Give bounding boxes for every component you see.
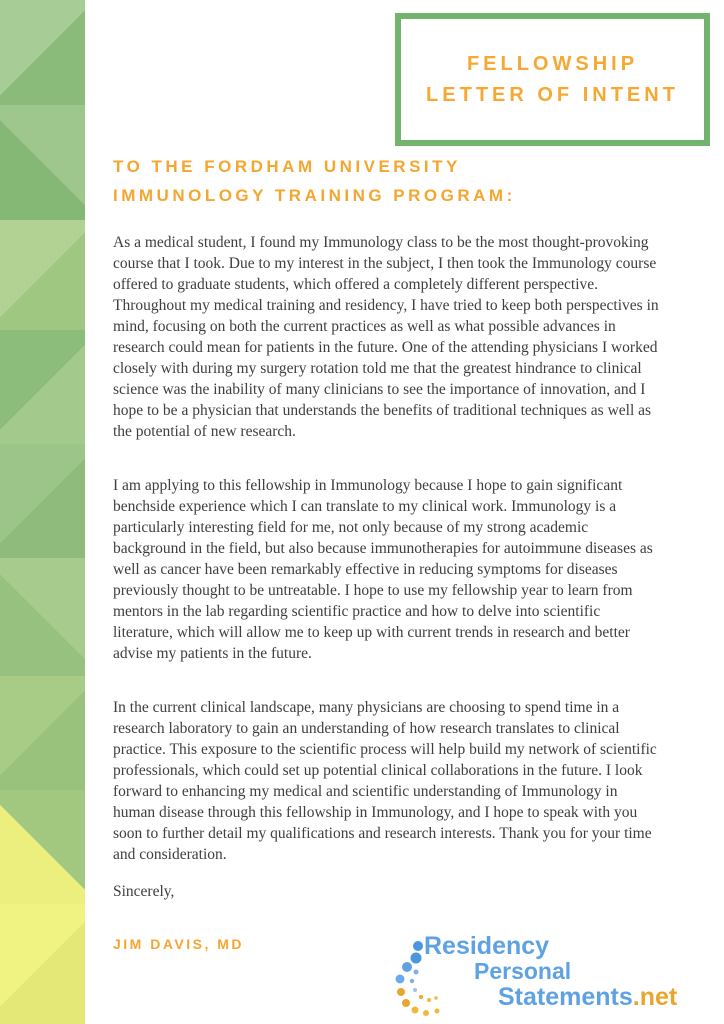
sidebar-tile xyxy=(0,0,85,105)
document-title-line-2: LETTER OF INTENT xyxy=(426,83,679,106)
paragraph-2: I am applying to this fellowship in Immunology because I hope to gain significant benchside experience which I can translate to my clinical work. Immunology is a particularly interesting field for me, not only because of my strong academic background in the field, but also because immunotherapies for autoimmune diseases as well as cancer have been remarkably effective in reducing symptoms for diseases previously thought to be untreatable. I hope to use my fellowship year to learn from mentors in the lab regarding scientific practice and how to delve into scientific literature, which will allow me to keep up with current trends in research and better advise my patients in the future. xyxy=(113,477,653,662)
logo-word-residency: Residency xyxy=(424,932,550,960)
decorative-sidebar xyxy=(0,0,85,1024)
salutation-line-1: TO THE FORDHAM UNIVERSITY xyxy=(113,157,461,176)
logo-word-personal: Personal xyxy=(474,958,572,984)
letter-content xyxy=(113,0,663,952)
sidebar-tile xyxy=(0,676,85,790)
paragraph-3: In the current clinical landscape, many physicians are choosing to spend time in a research laboratory to gain an understanding of how research translates to clinical practice. This exposure to the scientific process will help build my network of scientific professionals, which could set up potential clinical collaborations in the future. I look forward to enhancing my medical and scientific understanding of Immunology in human disease through this fellowship in Immunology, and I hope to speak with you soon to further detail my qualifications and research interests. Thank you for your time and consideration. xyxy=(113,699,657,863)
brand-logo xyxy=(392,930,722,1022)
logo-tld: .net xyxy=(632,983,678,1011)
letter-closing: Sincerely, xyxy=(113,883,175,900)
logo-word-statements xyxy=(498,983,677,1012)
sidebar-tile xyxy=(0,790,85,904)
letter-body xyxy=(113,232,663,865)
sidebar-tile xyxy=(0,444,85,558)
paragraph-1: As a medical student, I found my Immunology class to be the most thought-provoking course that I took. Due to my interest in the subject, I then took the Immunology course offered to graduate students, which offered a completely different perspective. Throughout my medical training and residency, I have tried to keep both perspectives in mind, focusing on both the current practices as well as what possible advances in research could mean for patients in the future. One of the attending physicians I worked closely with during my surgery rotation told me that the greatest hindrance to clinical science was the inability of many clinicians to see the importance of innovation, and I hope to be a physician that understands the benefits of traditional techniques as well as the potential of new research. xyxy=(113,234,659,440)
document-title-line-1: FELLOWSHIP xyxy=(466,52,639,75)
salutation-line-2: IMMUNOLOGY TRAINING PROGRAM: xyxy=(113,186,516,205)
sidebar-tile xyxy=(0,220,85,330)
sidebar-tile xyxy=(0,330,85,444)
sidebar-tile xyxy=(0,105,85,220)
letter-salutation-heading xyxy=(113,152,663,210)
signature-name: JIM DAVIS, MD xyxy=(113,936,245,952)
sidebar-tile xyxy=(0,904,85,1024)
sidebar-tile xyxy=(0,558,85,676)
logo-word-statements-text: Statements xyxy=(498,983,633,1011)
